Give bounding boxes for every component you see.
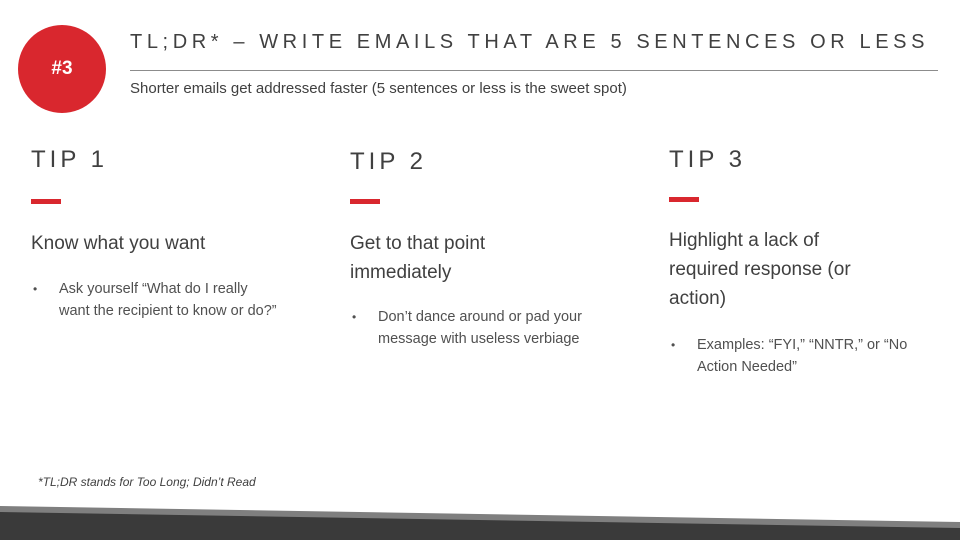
tip-2-lead: Get to that point immediately bbox=[350, 233, 486, 283]
tip-2-bullet-text: Don’t dance around or pad your message with useless verbiage bbox=[378, 309, 582, 347]
tip-2-heading: TIP 2 bbox=[350, 148, 427, 175]
tip-3-lead: Highlight a lack of required response (or action) bbox=[669, 230, 851, 309]
footnote: *TL;DR stands for Too Long; Didn’t Read bbox=[38, 475, 256, 489]
tip-1-heading: TIP 1 bbox=[31, 146, 108, 173]
tip-1-accent-bar bbox=[31, 199, 61, 204]
tip-1-bullet-text: Ask yourself “What do I really want the recipient to know or do?” bbox=[59, 281, 277, 319]
tip-3-accent-bar bbox=[669, 197, 699, 202]
slide-subtitle: Shorter emails get addressed faster (5 sentences or less is the sweet spot) bbox=[130, 80, 627, 97]
slide-number: #3 bbox=[51, 58, 73, 79]
bullet-dot: • bbox=[33, 282, 38, 296]
tip-2-accent-bar bbox=[350, 199, 380, 204]
tip-3-heading: TIP 3 bbox=[669, 146, 746, 173]
bottom-decorative-band bbox=[0, 500, 960, 540]
tip-3-bullet bbox=[671, 335, 921, 378]
tip-1-bullet bbox=[33, 279, 278, 322]
slide-number-badge bbox=[18, 25, 106, 113]
tip-2-bullet bbox=[352, 307, 592, 350]
slide-title: TL;DR* – WRITE EMAILS THAT ARE 5 SENTENCES OR LESS bbox=[130, 31, 930, 53]
bullet-dot: • bbox=[671, 338, 676, 352]
tip-3-bullet-text: Examples: “FYI,” “NNTR,” or “No Action Needed” bbox=[697, 337, 908, 375]
bullet-dot: • bbox=[352, 310, 357, 324]
title-divider bbox=[130, 70, 938, 71]
tip-1-lead: Know what you want bbox=[31, 233, 206, 254]
